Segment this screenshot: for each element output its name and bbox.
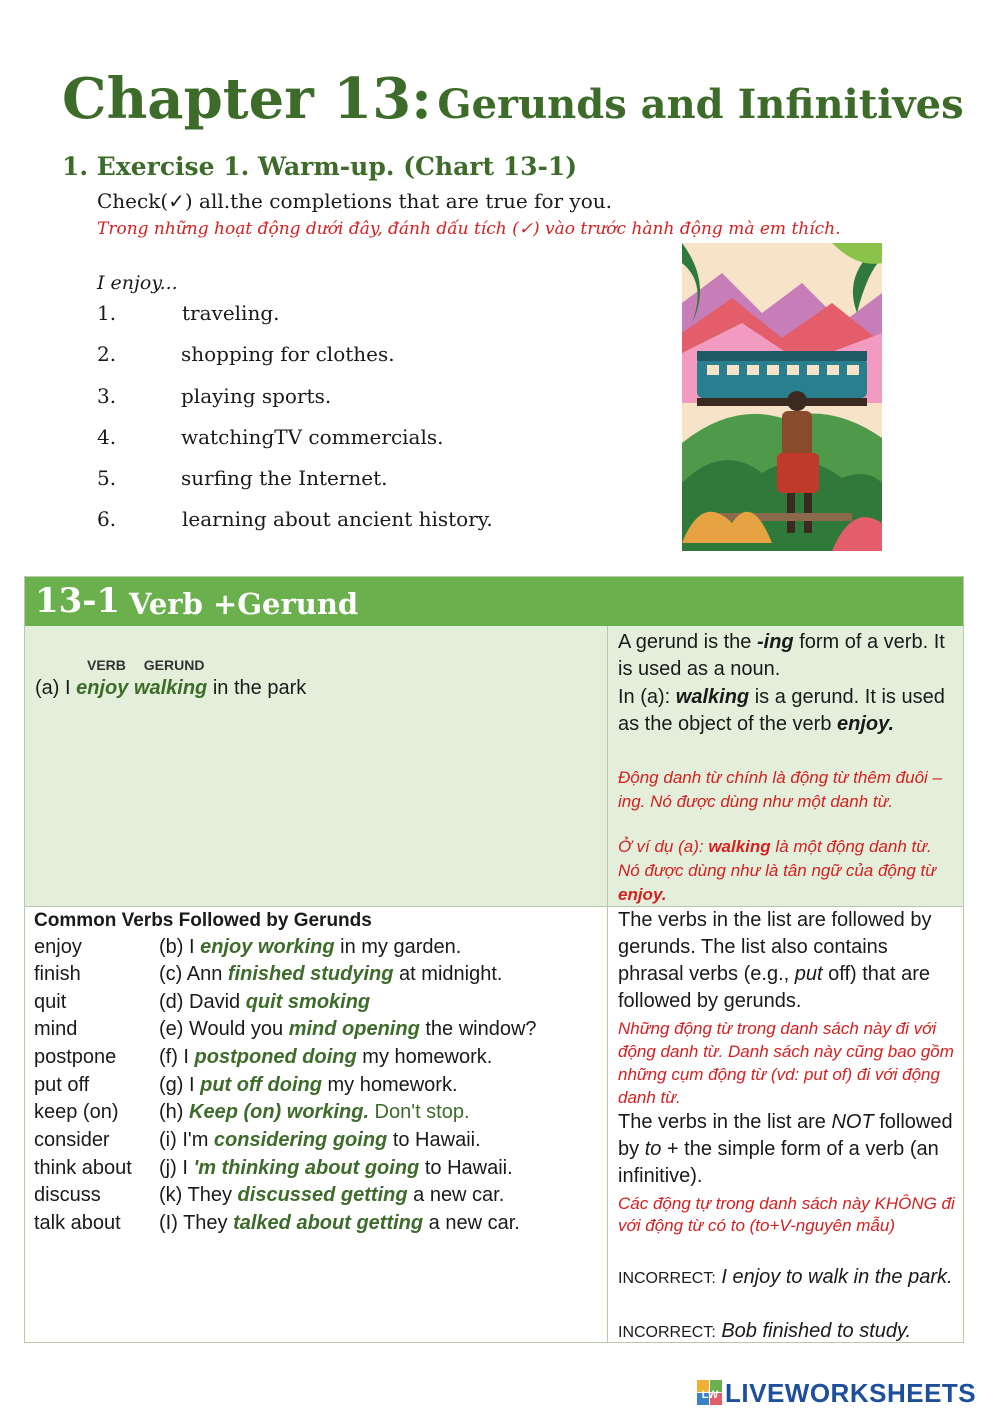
verb-row: talk about (I) They talked about getting a new car. — [34, 1212, 520, 1234]
watermark-text: LIVEWORKSHEETS — [725, 1378, 977, 1408]
explanation-example-a: In (a): walking is a gerund. It is used as the object of the verb enjoy. — [618, 686, 945, 735]
explanation-vn-definition: Động danh từ chính là động từ thêm đuôi –ing. Nó được dùng như một danh từ. — [618, 768, 942, 811]
verb-row: put off (g) I put off doing my homework. — [34, 1074, 458, 1096]
column-labels: VERB GERUND — [87, 657, 205, 673]
chart-title: Verb +Gerund — [129, 587, 359, 621]
verb-row: mind (e) Would you mind opening the window? — [34, 1018, 537, 1040]
chapter-number: Chapter 13: — [62, 66, 432, 132]
verb-row: finish (c) Ann finished studying at midnight. — [34, 963, 503, 985]
incorrect-example-1: INCORRECT: I enjoy to walk in the park. — [618, 1266, 953, 1288]
explanation-vn-example: Ở ví dụ (a): walking là một động danh từ. Nó được dùng như là tân ngữ của động từ enjoy. — [618, 837, 937, 904]
choice-item[interactable]: 5. surfing the Internet. — [97, 466, 388, 490]
liveworksheets-logo-icon — [697, 1380, 723, 1406]
explanation-gerund-definition: A gerund is the -ing form of a verb. It is used as a noun. — [618, 631, 945, 680]
choice-item[interactable]: 6. learning about ancient history. — [97, 507, 493, 531]
verb-row: quit (d) David quit smoking — [34, 991, 371, 1013]
explanation-verb-list: The verbs in the list are followed by gerunds. The list also contains phrasal verbs (e.g., put off) that are followed by gerunds. — [618, 909, 932, 1012]
example-a: (a) I enjoy walking in the park — [35, 677, 307, 699]
verb-row: postpone (f) I postponed doing my homework. — [34, 1046, 493, 1068]
choice-item[interactable]: 3. playing sports. — [97, 384, 332, 408]
verb-row: discuss (k) They discussed getting a new car. — [34, 1184, 505, 1206]
chart-row1-examples — [25, 626, 608, 907]
liveworksheets-watermark[interactable] — [697, 1378, 997, 1408]
chart-code: 13-1 — [35, 581, 121, 621]
train-traveler-illustration — [682, 243, 882, 551]
exercise-heading: 1. Exercise 1. Warm-up. (Chart 13-1) — [62, 152, 578, 181]
verb-row: consider (i) I'm considering going to Hawaii. — [34, 1129, 481, 1151]
chart-header — [25, 577, 963, 626]
explanation-vn-verb-list: Những động từ trong danh sách này đi với động danh từ. Danh sách này cũng bao gồm những cụm động từ (vd: put of) đi với động danh từ. — [618, 1019, 954, 1107]
incorrect-example-2: INCORRECT: Bob finished to study. — [618, 1320, 912, 1342]
choice-item[interactable]: 4. watchingTV commercials. — [97, 425, 444, 449]
choice-item[interactable]: 2. shopping for clothes. — [97, 342, 395, 366]
chart-row2-verb-list — [25, 907, 608, 1342]
chapter-title — [62, 66, 964, 132]
chart-row1-explanation — [608, 626, 963, 907]
common-verbs-heading: Common Verbs Followed by Gerunds — [34, 910, 372, 931]
exercise-stem: I enjoy... — [97, 272, 178, 294]
choice-item[interactable]: 1. traveling. — [97, 301, 280, 325]
verb-row: think about (j) I 'm thinking about going to Hawaii. — [34, 1157, 513, 1179]
verb-row: enjoy (b) I enjoy working in my garden. — [34, 936, 462, 958]
verb-row: keep (on) (h) Keep (on) working. Don't stop. — [34, 1101, 470, 1123]
explanation-not-infinitive: The verbs in the list are NOT followed by to + the simple form of a verb (an infinitive). — [618, 1111, 953, 1187]
explanation-vn-not-infinitive: Các động tự trong danh sách này KHÔNG đi với động từ có to (to+V-nguyên mẫu) — [618, 1194, 955, 1235]
chart-row2-explanation — [608, 907, 963, 1342]
chapter-subtitle: Gerunds and Infinitives — [437, 81, 964, 128]
logo-letters: LW — [701, 1389, 719, 1401]
grammar-chart — [24, 576, 964, 1343]
exercise-instruction-vn: Trong những hoạt động dưới đây, đánh dấu tích (✓) vào trước hành động mà em thích. — [97, 219, 841, 239]
exercise-instruction: Check(✓) all.the completions that are true for you. — [97, 189, 612, 213]
